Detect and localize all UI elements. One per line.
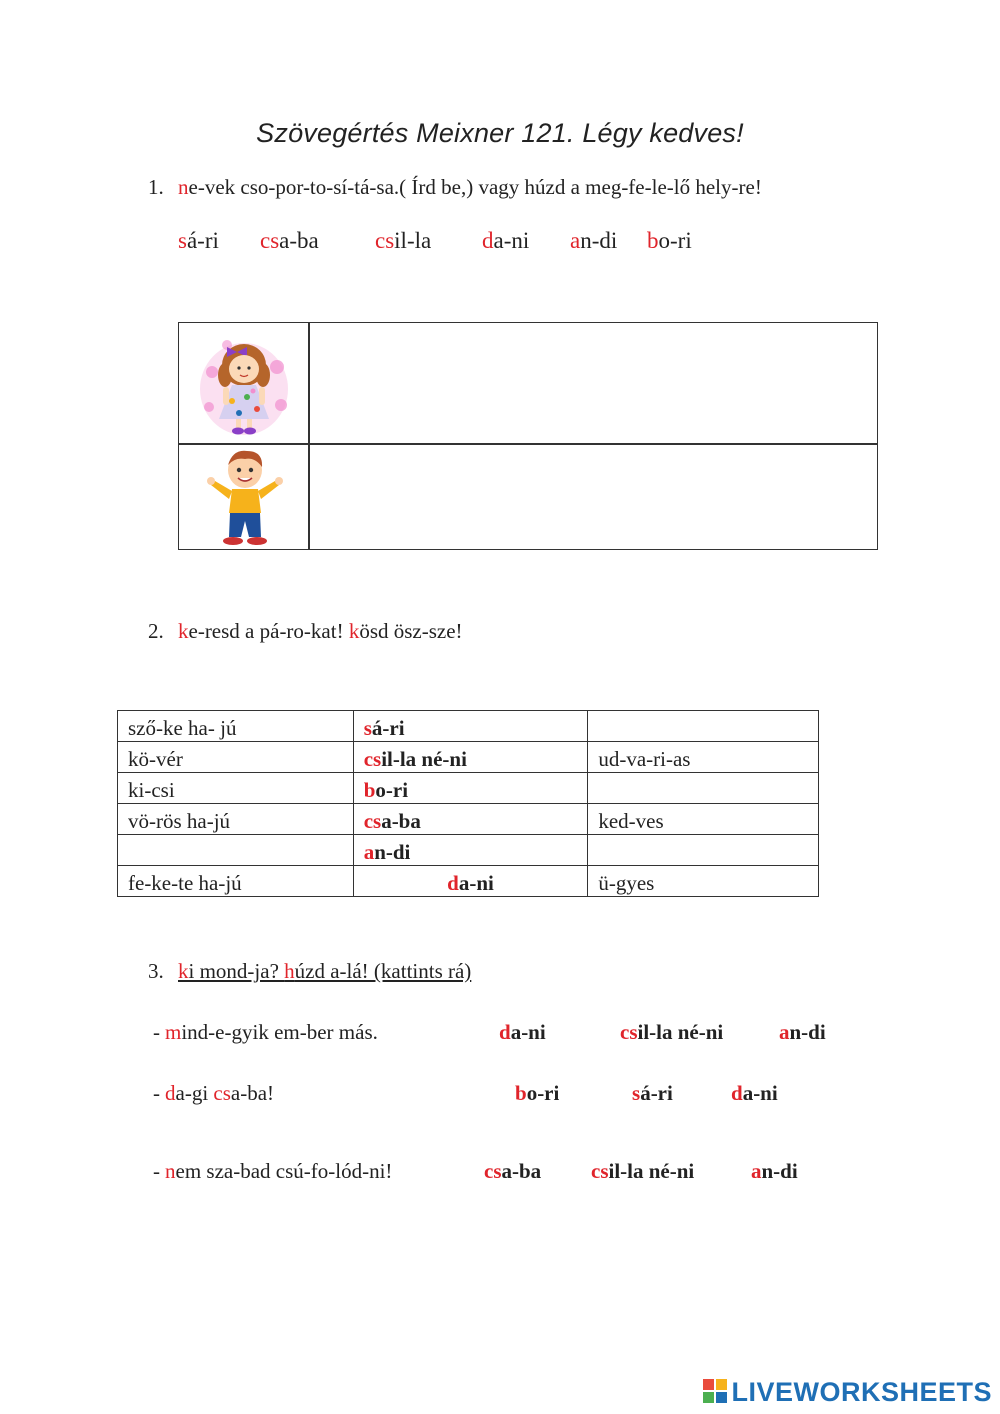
name-cell[interactable]: an-di (353, 835, 588, 866)
task3-instruction (148, 959, 471, 984)
table-row (118, 773, 819, 804)
option-csaba-3[interactable]: csa-ba (484, 1159, 542, 1183)
attribute-cell[interactable] (118, 835, 354, 866)
quote-line-1: - mind-e-gyik em-ber más. (153, 1020, 378, 1044)
task3-text-part1: i mond-ja? (188, 959, 285, 983)
task2-number: 2. (148, 619, 164, 643)
quote-line-3: - nem sza-bad csú-fo-lód-ni! (153, 1159, 393, 1183)
trait-cell[interactable] (588, 711, 819, 742)
name-cell[interactable]: bo-ri (353, 773, 588, 804)
logo-cubes-icon (703, 1379, 729, 1403)
task1-instruction (148, 175, 762, 200)
task2-text-part2: ösd ösz-sze! (359, 619, 463, 643)
trait-cell[interactable] (588, 773, 819, 804)
task1-text: e-vek cso-por-to-sí-tá-sa.( Írd be,) vagy húzd a meg-fe-le-lő hely-re! (188, 175, 762, 199)
task2-second-letter: k (348, 619, 360, 643)
name-chip-dani[interactable]: da-ni (482, 228, 530, 253)
task3-second-letter: h (284, 959, 295, 983)
name-chip-sari[interactable]: sá-ri (178, 228, 219, 253)
task1-first-letter: n (178, 175, 189, 199)
name-cell[interactable]: csil-la né-ni (353, 742, 588, 773)
option-andi-1[interactable]: an-di (779, 1020, 826, 1044)
task3-text-part2: úzd a-lá! (kattints rá) (294, 959, 472, 983)
attribute-cell[interactable]: fe-ke-te ha-jú (118, 866, 354, 897)
name-chip-csaba[interactable]: csa-ba (260, 228, 319, 253)
table-row (118, 835, 819, 866)
trait-cell[interactable] (588, 835, 819, 866)
logo-text: LIVEWORKSHEETS (731, 1377, 992, 1407)
option-bori-2[interactable]: bo-ri (515, 1081, 560, 1105)
task2-instruction (148, 619, 463, 644)
name-chip-andi[interactable]: an-di (570, 228, 618, 253)
task1-number: 1. (148, 175, 164, 199)
option-dani-2[interactable]: da-ni (731, 1081, 778, 1105)
attribute-cell[interactable]: ki-csi (118, 773, 354, 804)
boy-image (205, 445, 285, 549)
name-cell[interactable]: da-ni (353, 866, 588, 897)
trait-cell[interactable]: ü-gyes (588, 866, 819, 897)
name-chip-csilla[interactable]: csil-la (375, 228, 432, 253)
quote-line-2: - da-gi csa-ba! (153, 1081, 275, 1105)
option-csilla-neni-1[interactable]: csil-la né-ni (620, 1020, 724, 1044)
attribute-cell[interactable]: sző-ke ha- jú (118, 711, 354, 742)
page-title: Szövegértés Meixner 121. Légy kedves! (256, 118, 744, 148)
name-chip-bori[interactable]: bo-ri (647, 228, 692, 253)
name-cell[interactable]: sá-ri (353, 711, 588, 742)
grouping-table (178, 322, 878, 550)
attribute-cell[interactable]: vö-rös ha-jú (118, 804, 354, 835)
girl-image (197, 327, 292, 439)
option-csilla-neni-3[interactable]: csil-la né-ni (591, 1159, 695, 1183)
trait-cell[interactable]: ud-va-ri-as (588, 742, 819, 773)
task3-first-letter: k (178, 959, 189, 983)
option-andi-3[interactable]: an-di (751, 1159, 798, 1183)
table-row (118, 711, 819, 742)
matching-table (117, 710, 819, 897)
trait-cell[interactable]: ked-ves (588, 804, 819, 835)
table-row (118, 742, 819, 773)
boy-names-dropzone[interactable] (310, 445, 877, 549)
task2-text-part1: e-resd a pá-ro-kat! (188, 619, 349, 643)
name-cell[interactable]: csa-ba (353, 804, 588, 835)
task2-first-letter: k (178, 619, 189, 643)
option-sari-2[interactable]: sá-ri (632, 1081, 673, 1105)
liveworksheets-logo (703, 1377, 992, 1408)
option-dani-1[interactable]: da-ni (499, 1020, 546, 1044)
table-row (118, 804, 819, 835)
attribute-cell[interactable]: kö-vér (118, 742, 354, 773)
table-row (118, 866, 819, 897)
task3-number: 3. (148, 959, 164, 983)
girl-names-dropzone[interactable] (310, 323, 877, 443)
